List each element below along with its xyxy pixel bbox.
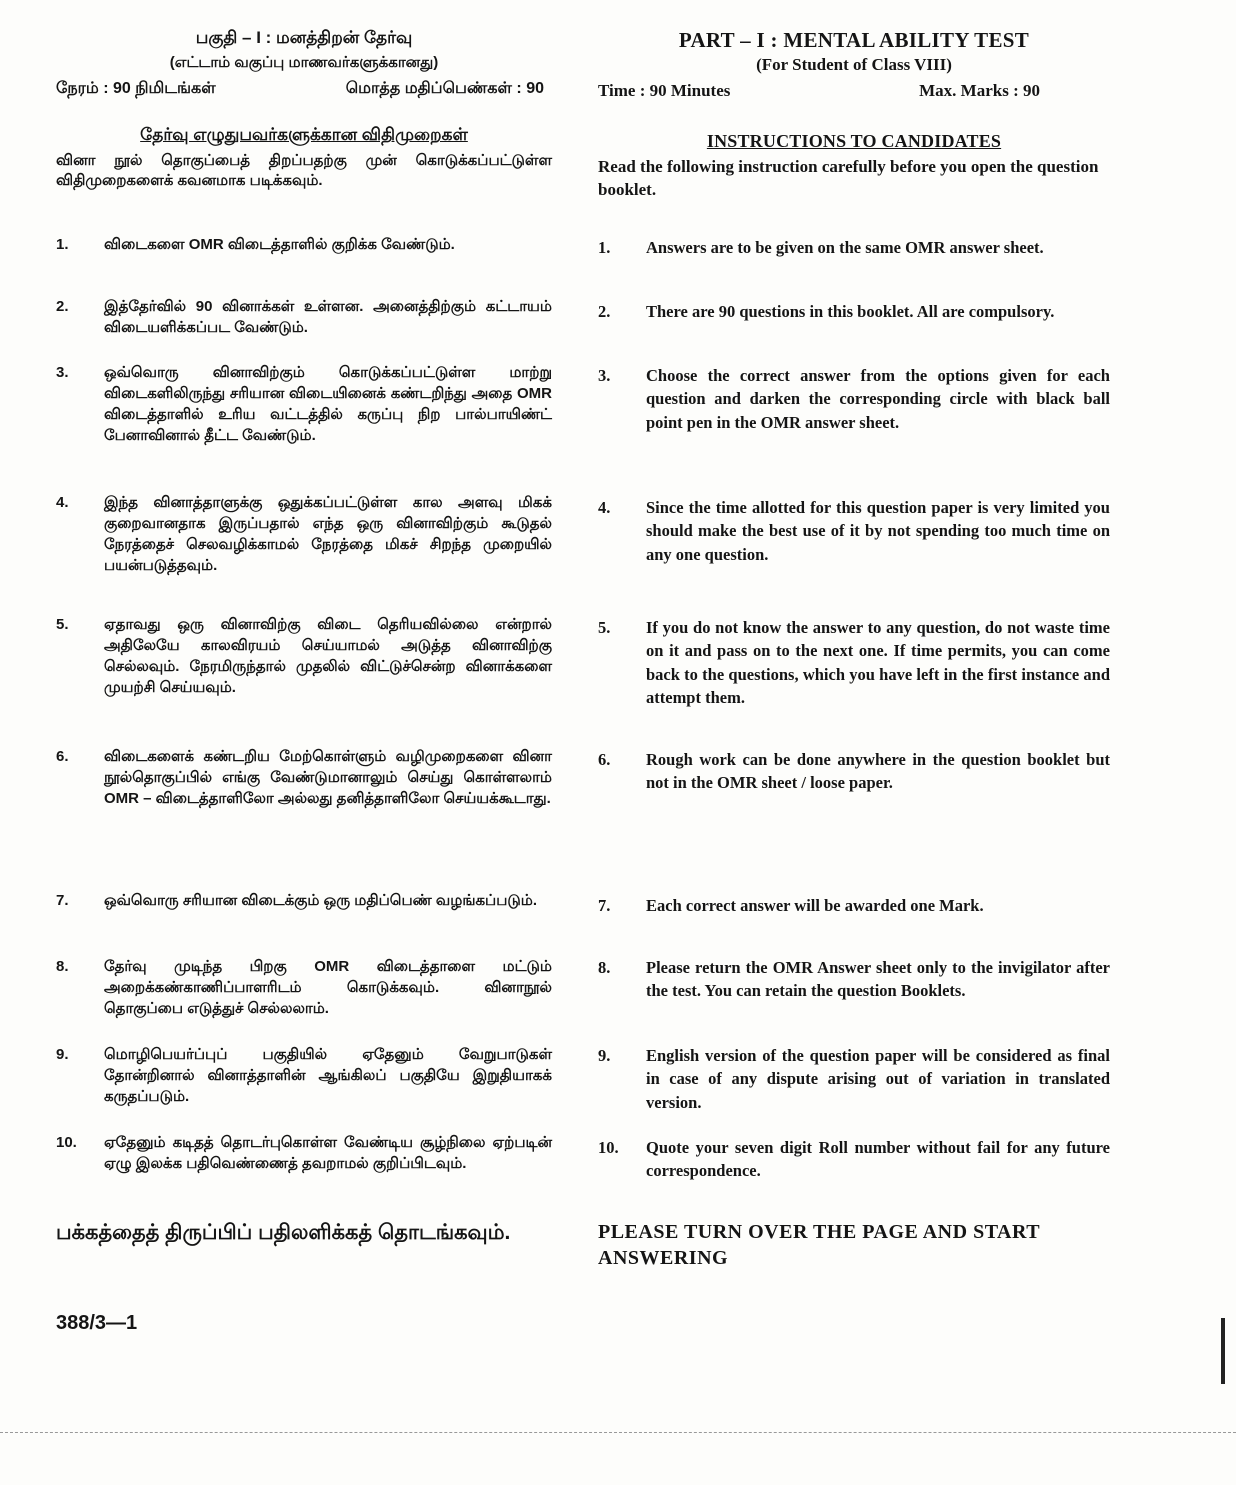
item-number: 3.: [598, 366, 611, 385]
tamil-marks: மொத்த மதிப்பெண்கள் : 90: [345, 80, 544, 97]
item-text: Each correct answer will be awarded one Mark.: [646, 896, 984, 915]
tamil-turn-over-note: பக்கத்தைத் திருப்பிப் பதிலளிக்கத் தொடங்கவும்.: [56, 1221, 511, 1244]
item-text: English version of the question paper will be considered as final in case of any dispute arising out of variation in translated version.: [646, 1046, 1110, 1112]
item-text: Answers are to be given on the same OMR answer sheet.: [646, 238, 1044, 257]
english-instruction-item: [598, 1044, 1110, 1114]
item-number: 2.: [598, 302, 611, 321]
item-number: 8.: [56, 958, 69, 975]
tamil-instruction-item: [56, 1044, 552, 1107]
english-instruction-item: [598, 300, 1110, 323]
item-text: Since the time allotted for this question paper is very limited you should make the best use of it by not spending too much time on any one question.: [646, 498, 1110, 564]
tamil-column: [56, 28, 552, 1334]
tamil-subtitle: (எட்டாம் வகுப்பு மாணவர்களுக்கானது): [169, 54, 439, 71]
item-text: Choose the correct answer from the options given for each question and darken the corresponding circle with black ball point pen in the OMR answer sheet.: [646, 366, 1110, 432]
english-instruction-item: [598, 1136, 1110, 1183]
item-number: 5.: [56, 616, 69, 633]
english-instruction-item: [598, 748, 1110, 795]
item-text: There are 90 questions in this booklet. All are compulsory.: [646, 302, 1055, 321]
tamil-instructions-title: தேர்வு எழுதுபவர்களுக்கான விதிமுறைகள்: [140, 125, 468, 144]
tamil-instruction-item: [56, 890, 552, 911]
english-instruction-item: [598, 616, 1110, 710]
scan-artifact-line: [0, 1432, 1236, 1433]
tamil-time: நேரம் : 90 நிமிடங்கள்: [56, 80, 216, 97]
english-instruction-item: [598, 236, 1110, 259]
english-intro: Read the following instruction carefully before you open the question booklet.: [598, 157, 1099, 199]
tamil-instruction-item: [56, 956, 552, 1019]
tamil-instruction-item: [56, 362, 552, 446]
item-number: 1.: [56, 236, 69, 253]
item-text: தேர்வு முடிந்த பிறகு OMR விடைத்தாளை மட்டும் அறைக்கண்காணிப்பாளரிடம் கொடுக்கவும். வினாநூல் தொகுப்பை எடுத்துச் செல்லலாம்.: [104, 958, 552, 1017]
item-number: 3.: [56, 364, 69, 381]
item-number: 9.: [598, 1046, 611, 1065]
item-text: இத்தேர்வில் 90 வினாக்கள் உள்ளன. அனைத்திற்கும் கட்டாயம் விடையளிக்கப்பட வேண்டும்.: [104, 298, 552, 336]
item-text: ஏதேனும் கடிதத் தொடர்புகொள்ள வேண்டிய சூழ்நிலை ஏற்படின் ஏழு இலக்க பதிவெண்ணைத் தவறாமல் குறிப்பிடவும்.: [104, 1134, 552, 1172]
item-text: Rough work can be done anywhere in the question booklet but not in the OMR sheet / loose paper.: [646, 750, 1110, 793]
english-instruction-item: [598, 894, 1110, 917]
english-turn-over-note: PLEASE TURN OVER THE PAGE AND START ANSWERING: [598, 1221, 1040, 1269]
item-text: இந்த வினாத்தாளுக்கு ஒதுக்கப்பட்டுள்ள கால அளவு மிகக் குறைவானதாக இருப்பதால் எந்த ஒரு வினாவிற்கும் கூடுதல் நேரத்தைச் செலவழிக்காமல் நேரத்தை மிகச் சிறந்த முறையில் பயன்படுத்தவும்.: [104, 494, 552, 574]
tamil-instruction-item: [56, 234, 552, 255]
item-number: 10.: [56, 1134, 77, 1151]
tamil-title: பகுதி – I : மனத்திறன் தேர்வு: [195, 28, 413, 47]
item-number: 8.: [598, 958, 611, 977]
item-number: 4.: [56, 494, 69, 511]
tamil-meta: [56, 79, 552, 99]
item-number: 6.: [56, 748, 69, 765]
english-marks: Max. Marks : 90: [919, 81, 1040, 100]
english-instructions-title: INSTRUCTIONS TO CANDIDATES: [706, 131, 1002, 151]
english-meta: [598, 81, 1110, 101]
item-number: 4.: [598, 498, 611, 517]
item-text: If you do not know the answer to any question, do not waste time on it and pass on to the next one. If time permits, you can come back to the questions, which you have left in the first instance and attempt them.: [646, 618, 1110, 708]
item-number: 5.: [598, 618, 611, 637]
tamil-intro: வினா நூல் தொகுப்பைத் திறப்பதற்கு முன் கொடுக்கப்பட்டுள்ள விதிமுறைகளைக் கவனமாக படிக்கவும்.: [56, 152, 552, 190]
tamil-instruction-item: [56, 746, 552, 809]
item-text: ஒவ்வொரு வினாவிற்கும் கொடுக்கப்பட்டுள்ள மாற்று விடைகளிலிருந்து சரியான விடையினைக் கண்டறிந்து அதை OMR விடைத்தாளில் உரிய வட்டத்தில் கருப்பு நிற பால்பாயிண்ட் பேனாவினால் தீட்ட வேண்டும்.: [104, 364, 552, 444]
english-subtitle: (For Student of Class VIII): [756, 55, 952, 74]
item-text: Please return the OMR Answer sheet only to the invigilator after the test. You can retain the question Booklets.: [646, 958, 1110, 1001]
item-text: மொழிபெயர்ப்புப் பகுதியில் ஏதேனும் வேறுபாடுகள் தோன்றினால் வினாத்தாளின் ஆங்கிலப் பகுதியே இறுதியாகக் கருதப்படும்.: [104, 1046, 552, 1105]
tamil-instruction-item: [56, 492, 552, 576]
english-instruction-item: [598, 956, 1110, 1003]
tamil-instruction-item: [56, 614, 552, 698]
page-code: 388/3—1: [56, 1312, 138, 1334]
item-text: விடைகளைக் கண்டறிய மேற்கொள்ளும் வழிமுறைகளை வினா நூல்தொகுப்பில் எங்கு வேண்டுமானாலும் செய்து கொள்ளலாம் OMR – விடைத்தாளிலோ அல்லது தனித்தாளிலோ செய்யக்கூடாது.: [104, 748, 552, 807]
english-column: [598, 28, 1110, 1269]
item-number: 6.: [598, 750, 611, 769]
english-title: PART – I : MENTAL ABILITY TEST: [678, 28, 1030, 52]
english-time: Time : 90 Minutes: [598, 81, 731, 100]
item-number: 9.: [56, 1046, 69, 1063]
item-number: 10.: [598, 1138, 619, 1157]
scan-margin-mark: [1221, 1318, 1225, 1384]
tamil-instruction-item: [56, 296, 552, 338]
item-text: ஏதாவது ஒரு வினாவிற்கு விடை தெரியவில்லை என்றால் அதிலேயே காலவிரயம் செய்யாமல் அடுத்த வினாவிற்கு செல்லவும். நேரமிருந்தால் முதலில் விட்டுச்சென்ற வினாக்களை முயற்சி செய்யவும்.: [104, 616, 552, 696]
item-text: ஒவ்வொரு சரியான விடைக்கும் ஒரு மதிப்பெண் வழங்கப்படும்.: [104, 892, 538, 909]
item-text: Quote your seven digit Roll number without fail for any future correspondence.: [646, 1138, 1110, 1181]
item-number: 2.: [56, 298, 69, 315]
english-instruction-item: [598, 364, 1110, 434]
tamil-instruction-item: [56, 1132, 552, 1174]
item-number: 7.: [598, 896, 611, 915]
item-number: 7.: [56, 892, 69, 909]
item-text: விடைகளை OMR விடைத்தாளில் குறிக்க வேண்டும்.: [104, 236, 455, 253]
item-number: 1.: [598, 238, 611, 257]
english-instruction-item: [598, 496, 1110, 566]
